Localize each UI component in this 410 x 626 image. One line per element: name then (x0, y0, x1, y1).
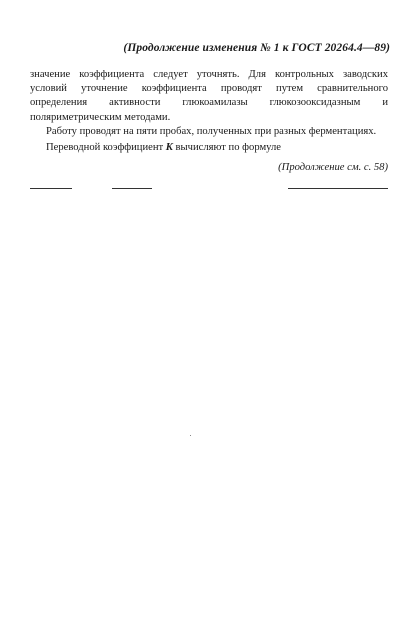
separator-rule-middle (112, 188, 152, 189)
separator-rule-left (30, 188, 72, 189)
separator-rule-right (288, 188, 388, 189)
formula-intro (46, 142, 281, 153)
formula-intro-after: вычисляют по формуле (172, 142, 281, 153)
formula-symbol: K (165, 142, 173, 153)
page-header: (Продолжение изменения № 1 к ГОСТ 20264.4—89) (123, 42, 390, 54)
body-text (30, 68, 388, 139)
paragraph-1: значение коэффициента следует уточнять. Для контрольных заводских условий уточнение коэффициента проводят путем сравнительного определения активности глюкоамилазы глюкозооксидазным и поляриметрическим методами. (30, 69, 388, 123)
formula-intro-before: Переводной коэффициент (46, 142, 166, 153)
continued-note: (Продолжение см. с. 58) (278, 162, 388, 173)
scan-speck (190, 435, 191, 436)
paragraph-2: Работу проводят на пяти пробах, полученных при разных ферментациях. (46, 125, 377, 137)
